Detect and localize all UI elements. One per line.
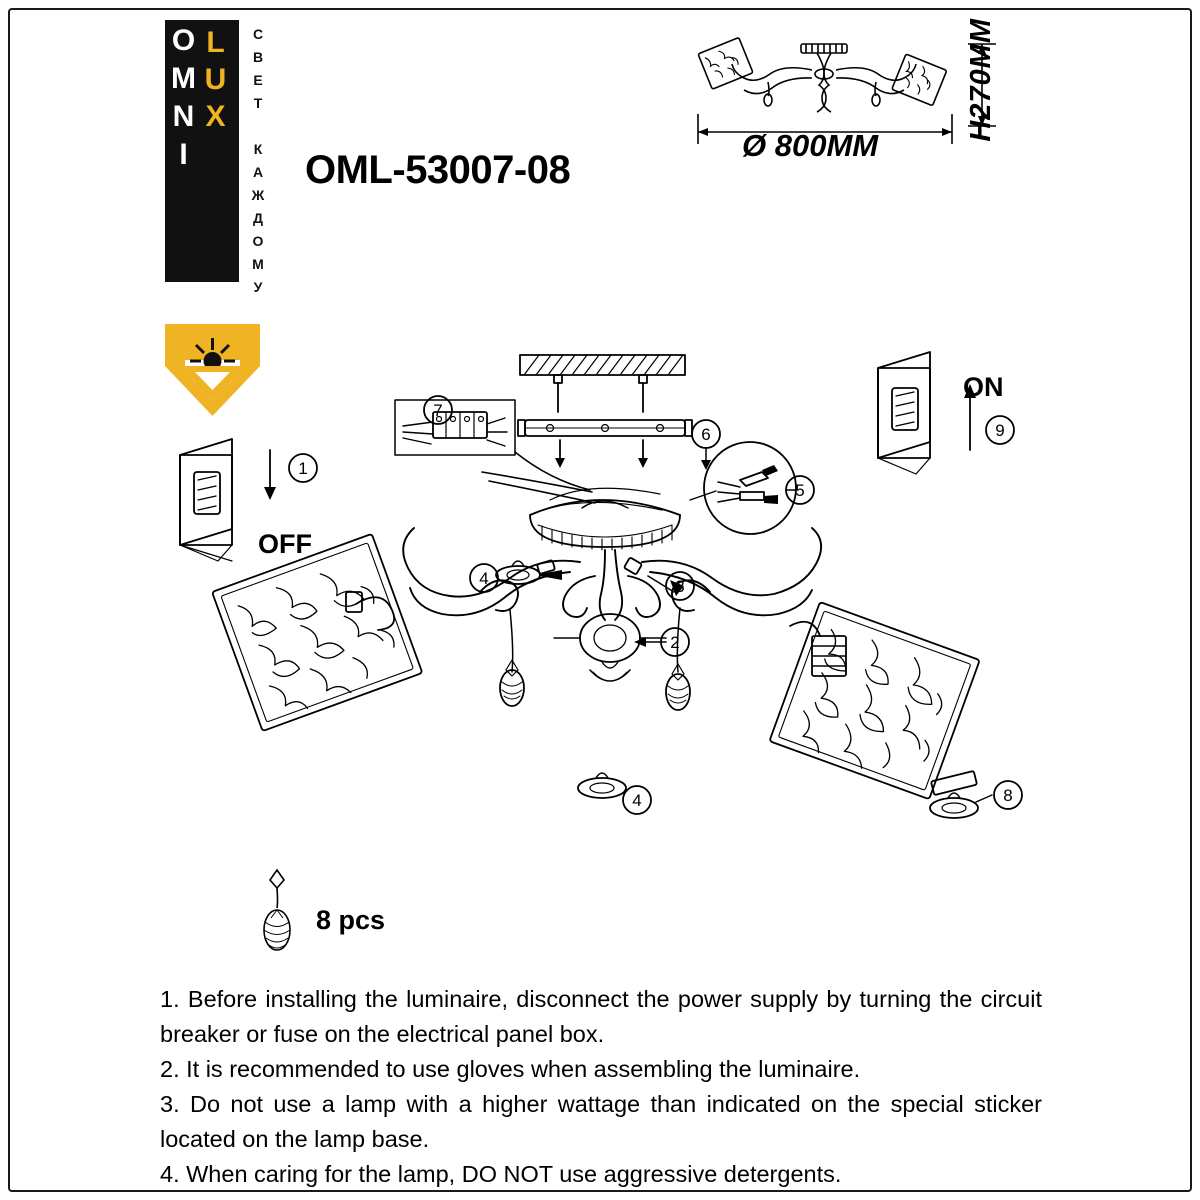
product-model-number: OML-53007-08 [305, 148, 571, 192]
svg-text:2: 2 [670, 633, 680, 652]
svg-text:7: 7 [433, 401, 443, 420]
svg-text:4: 4 [632, 791, 642, 810]
dimension-height-label: H270MM [965, 18, 997, 142]
note-line-1: 1. Before installing the luminaire, disconnect the power supply by turning the circuit breaker or fuse on the electrical panel box. [160, 986, 1042, 1047]
pendant-crystal-icon [252, 868, 302, 958]
svg-text:1: 1 [298, 459, 308, 478]
pendant-count-label: 8 pcs [316, 905, 386, 935]
assembly-diagram [150, 340, 1050, 860]
instruction-notes [160, 982, 1042, 1192]
svg-text:3: 3 [675, 577, 685, 596]
svg-text:9: 9 [995, 421, 1005, 440]
svg-text:6: 6 [701, 425, 711, 444]
switch-on-label: ON [963, 372, 1004, 402]
logo-text-omni: OMNI [167, 24, 200, 176]
svg-text:8: 8 [1003, 786, 1013, 805]
note-line-2: 2. It is recommended to use gloves when assembling the luminaire. [160, 1056, 861, 1082]
switch-off-label: OFF [258, 529, 312, 559]
logo-text-lux: LUX [199, 26, 232, 137]
dimension-width-label: Ø 800MM [742, 128, 879, 163]
note-line-3: 3. Do not use a lamp with a higher wattage than indicated on the special sticker located on the lamp base. [160, 1091, 1042, 1152]
svg-text:5: 5 [795, 481, 805, 500]
note-line-4: 4. When caring for the lamp, DO NOT use aggressive detergents. [160, 1161, 842, 1187]
svg-text:4: 4 [479, 569, 489, 588]
logo-slogan: СВЕТ КАЖДОМУ [250, 26, 266, 302]
